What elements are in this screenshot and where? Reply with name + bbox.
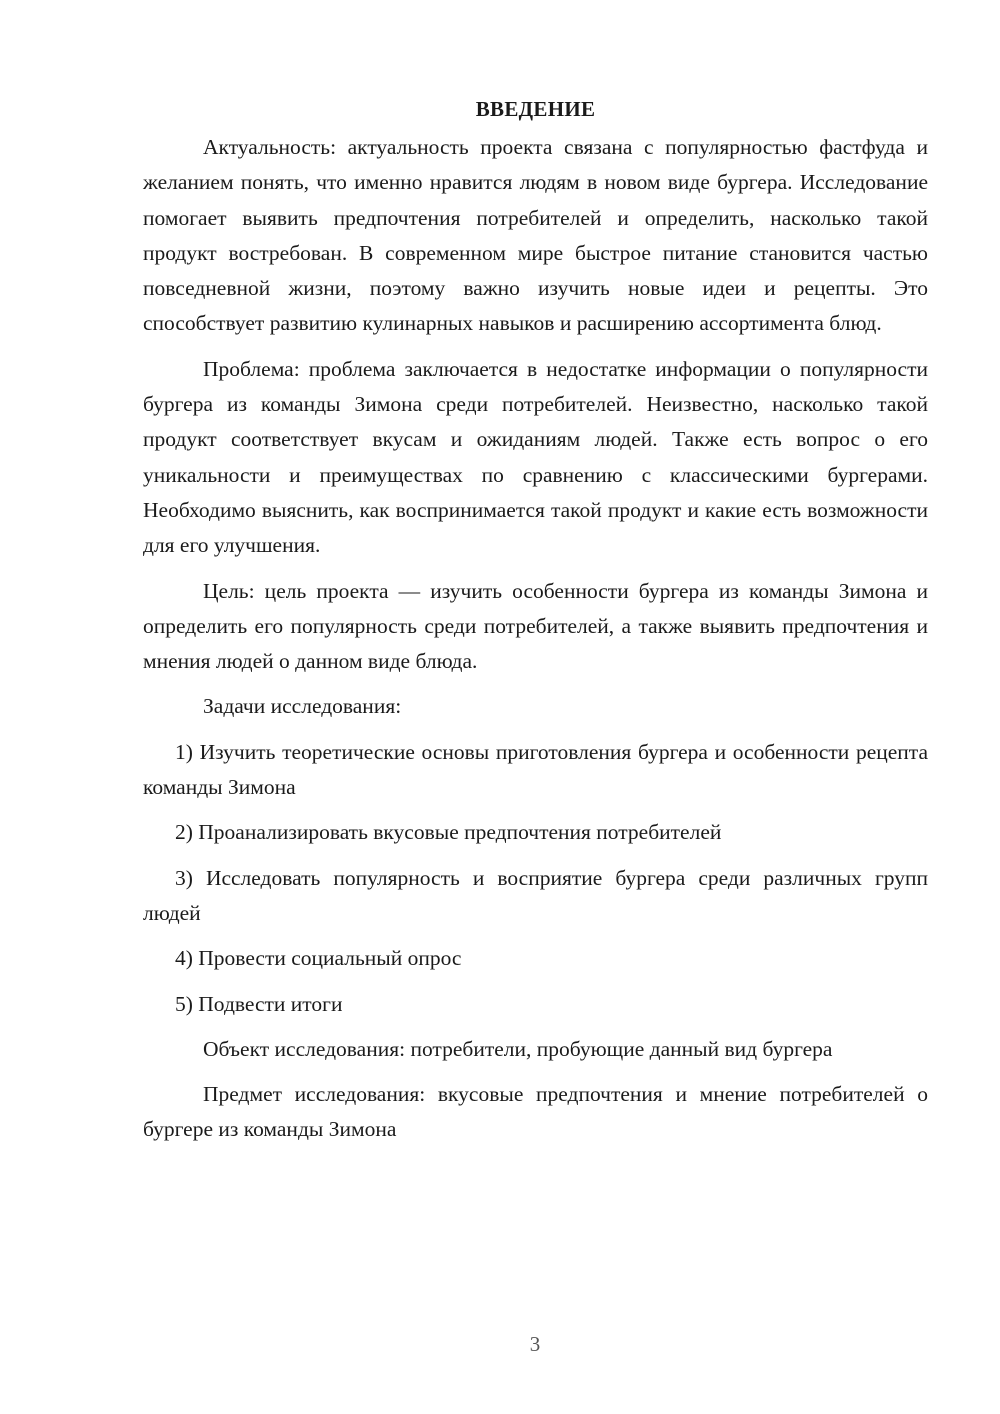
- task-item-3: 3) Исследовать популярность и восприятие бургера среди различных групп людей: [143, 865, 928, 925]
- task-item-5: 5) Подвести итоги: [175, 991, 343, 1016]
- problem-paragraph: Проблема: проблема заключается в недостатке информации о популярности бургера из команды Зимона среди потребителей. Неизвестно, насколько такой продукт соответствует вкусам и ожиданиям людей. Также есть вопрос о его уникальности и преимуществах по сравнению с классическими бургерами. Необходимо выяснить, как воспринимается такой продукт и какие есть возможности для его улучшения.: [143, 356, 928, 558]
- document-page: [143, 92, 928, 1158]
- tasks-heading: Задачи исследования:: [203, 694, 402, 719]
- object-paragraph: Объект исследования: потребители, пробующие данный вид бургера: [203, 1036, 833, 1061]
- goal-paragraph: Цель: цель проекта — изучить особенности бургера из команды Зимона и определить его популярность среди потребителей, а также выявить предпочтения и мнения людей о данном виде блюда.: [143, 578, 928, 674]
- task-item-1: 1) Изучить теоретические основы приготовления бургера и особенности рецепта команды Зимона: [143, 739, 928, 800]
- relevance-paragraph: Актуальность: актуальность проекта связана с популярностью фастфуда и желанием понять, что именно нравится людям в новом виде бургера. Исследование помогает выявить предпочтения потребителей и определить, насколько такой продукт востребован. В современном мире быстрое питание становится частью повседневной жизни, поэтому важно изучить новые идеи и рецепты. Это способствует развитию кулинарных навыков и расширению ассортимента блюд.: [143, 135, 928, 336]
- task-item-2: 2) Проанализировать вкусовые предпочтения потребителей: [175, 820, 722, 845]
- page-title: ВВЕДЕНИЕ: [475, 97, 596, 121]
- page-number: 3: [529, 1332, 541, 1356]
- subject-paragraph: Предмет исследования: вкусовые предпочтения и мнение потребителей о бургере из команды Зимона: [143, 1082, 928, 1142]
- task-item-4: 4) Провести социальный опрос: [175, 946, 462, 971]
